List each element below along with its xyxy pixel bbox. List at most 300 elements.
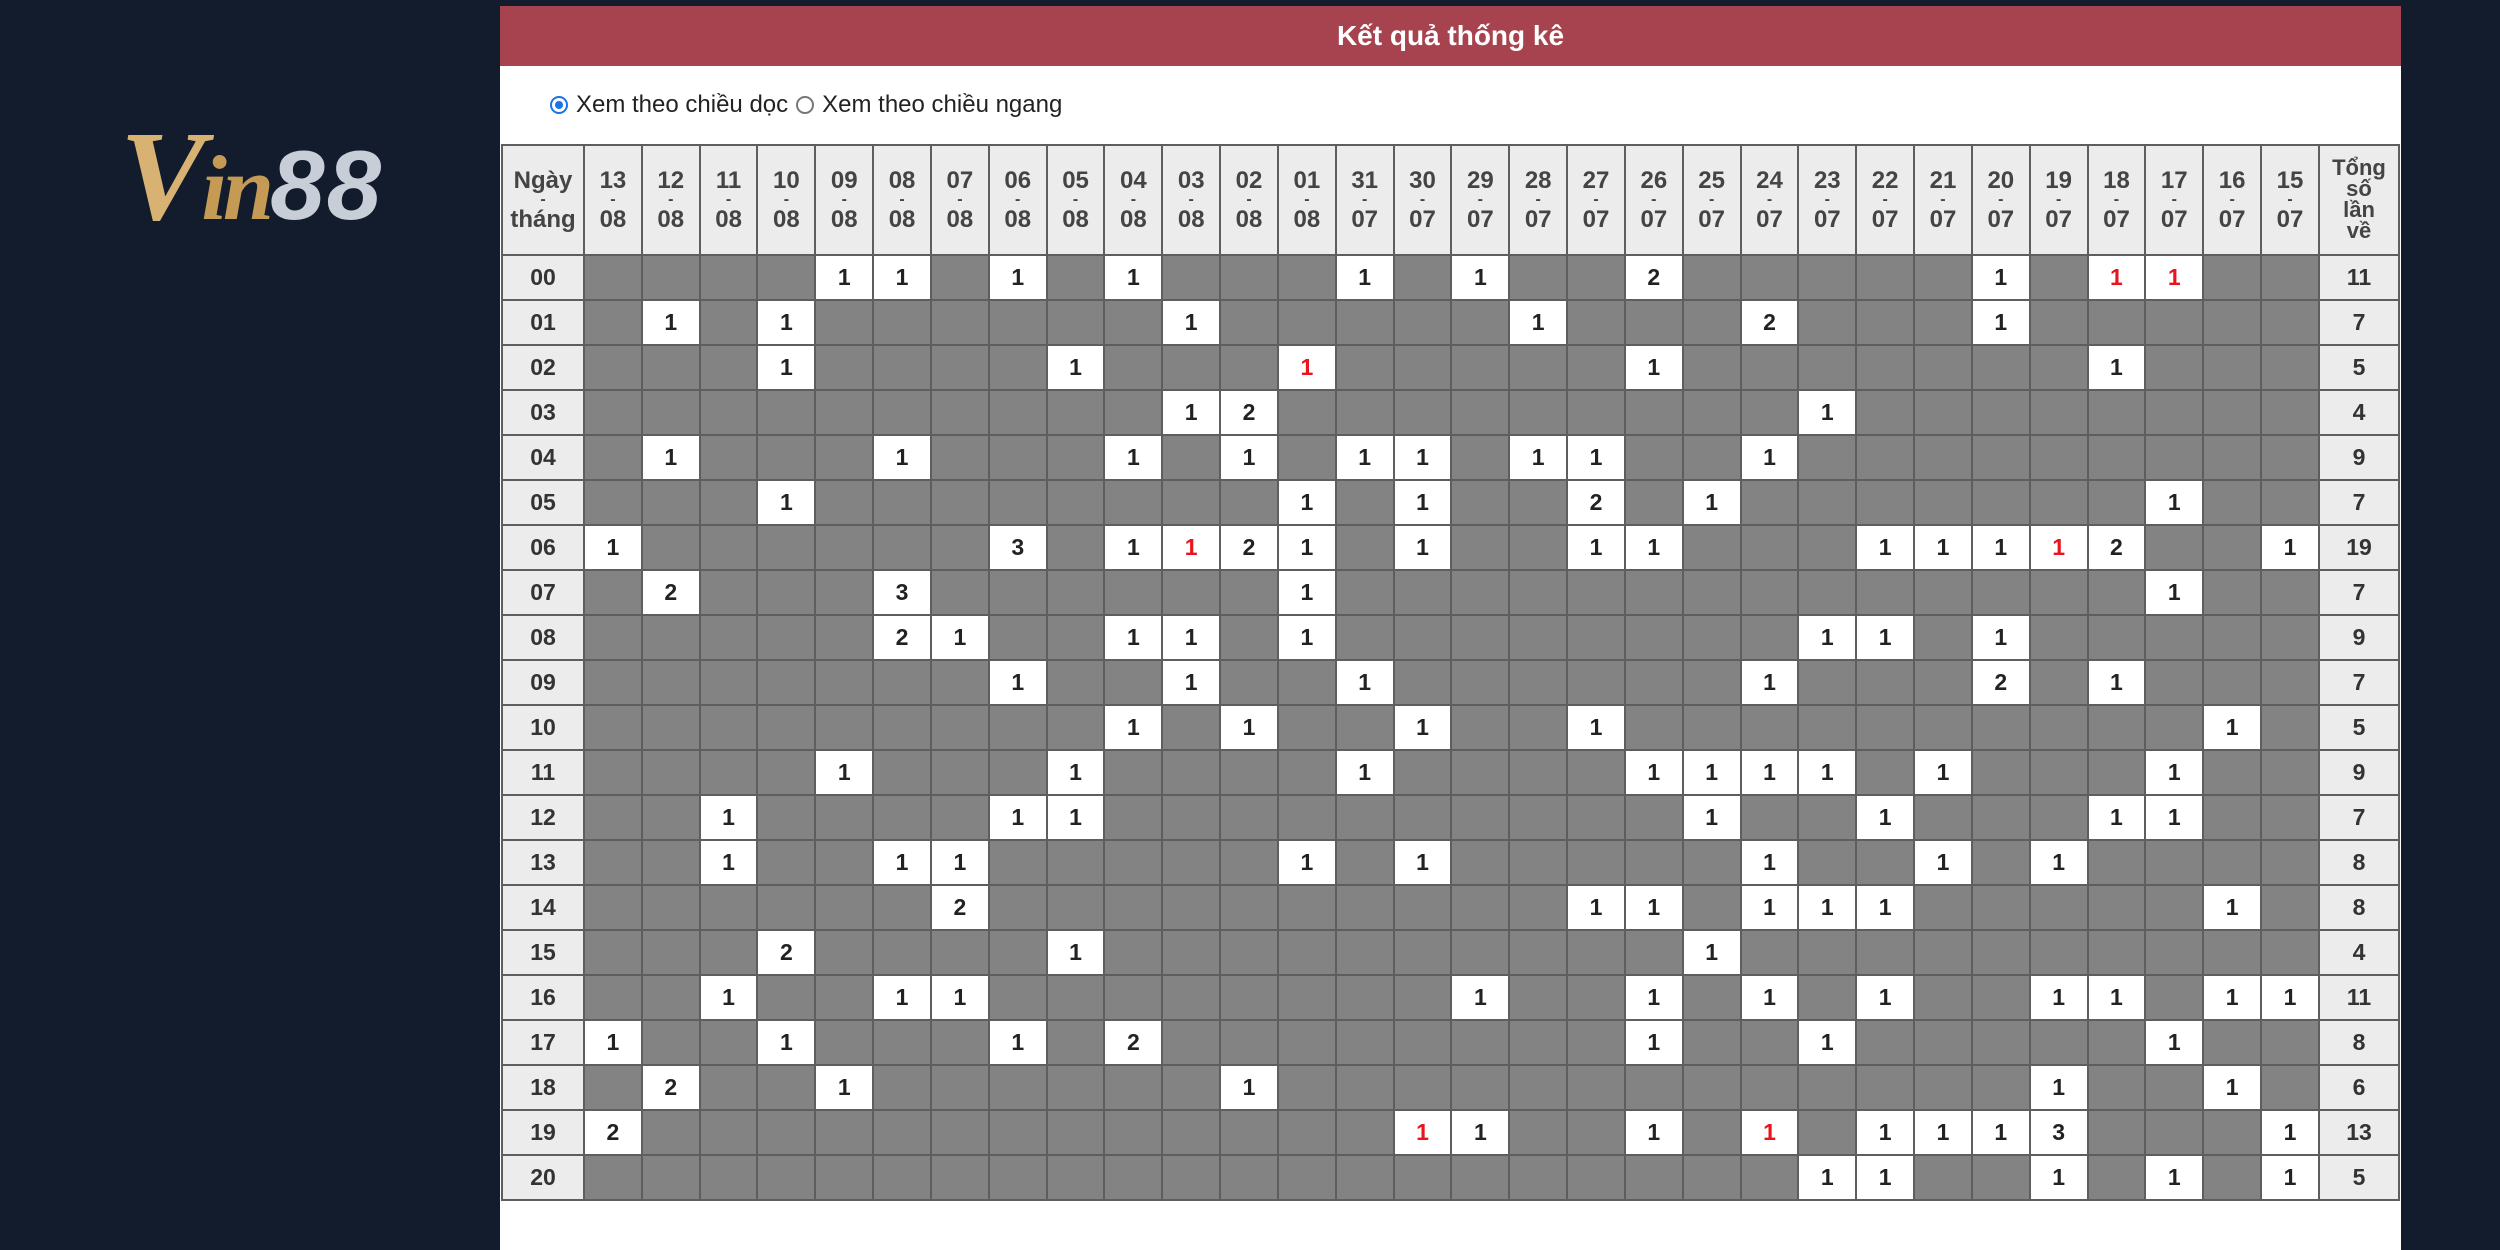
view-mode-bar xyxy=(500,66,2401,144)
hit-count-cell: 2 xyxy=(584,1110,642,1155)
empty-cell xyxy=(700,615,758,660)
empty-cell xyxy=(1278,750,1336,795)
empty-cell xyxy=(931,480,989,525)
empty-cell xyxy=(1278,390,1336,435)
empty-cell xyxy=(1625,480,1683,525)
empty-cell xyxy=(1394,930,1452,975)
date-header xyxy=(1972,145,2030,255)
row-total-cell: 9 xyxy=(2319,435,2399,480)
hit-count-cell: 1 xyxy=(1856,615,1914,660)
row-total-cell: 9 xyxy=(2319,750,2399,795)
hit-count-cell: 1 xyxy=(2030,525,2088,570)
empty-cell xyxy=(1162,1065,1220,1110)
hit-count-cell: 1 xyxy=(2261,1155,2319,1200)
row-total-cell: 6 xyxy=(2319,1065,2399,1110)
hit-count-cell: 1 xyxy=(642,300,700,345)
empty-cell xyxy=(1625,840,1683,885)
empty-cell xyxy=(1856,840,1914,885)
total-header xyxy=(2319,145,2399,255)
empty-cell xyxy=(815,570,873,615)
empty-cell xyxy=(1625,1155,1683,1200)
empty-cell xyxy=(1104,840,1162,885)
date-day: 19 xyxy=(2045,166,2072,194)
empty-cell xyxy=(757,750,815,795)
date-day: 28 xyxy=(1524,166,1552,194)
empty-cell xyxy=(1047,660,1105,705)
empty-cell xyxy=(757,705,815,750)
empty-cell xyxy=(2203,480,2261,525)
empty-cell xyxy=(2203,435,2261,480)
hit-count-cell: 1 xyxy=(1394,480,1452,525)
empty-cell xyxy=(1104,885,1162,930)
empty-cell xyxy=(2145,390,2203,435)
date-header xyxy=(1856,145,1914,255)
empty-cell xyxy=(1451,525,1509,570)
date-day: 13 xyxy=(599,166,627,194)
date-day: 18 xyxy=(2103,166,2130,194)
empty-cell xyxy=(2088,435,2146,480)
date-month: 07 xyxy=(1698,206,1725,233)
empty-cell xyxy=(1104,570,1162,615)
empty-cell xyxy=(584,480,642,525)
empty-cell xyxy=(584,255,642,300)
hit-count-cell: 1 xyxy=(989,660,1047,705)
empty-cell xyxy=(989,1110,1047,1155)
hit-count-cell: 1 xyxy=(1047,750,1105,795)
date-day: 10 xyxy=(773,166,800,194)
empty-cell xyxy=(1972,1065,2030,1110)
empty-cell xyxy=(584,795,642,840)
empty-cell xyxy=(2145,660,2203,705)
date-dash: - xyxy=(1246,191,1252,208)
row-number-label: 01 xyxy=(502,300,584,345)
date-month: 08 xyxy=(1293,206,1321,233)
empty-cell xyxy=(1220,795,1278,840)
date-dash: - xyxy=(2171,191,2177,208)
empty-cell xyxy=(2030,390,2088,435)
empty-cell xyxy=(2261,300,2319,345)
date-header xyxy=(1509,145,1567,255)
total-header-word: về xyxy=(2346,217,2372,243)
empty-cell xyxy=(1914,975,1972,1020)
empty-cell xyxy=(1972,345,2030,390)
date-dash: - xyxy=(1130,191,1137,208)
empty-cell xyxy=(2030,615,2088,660)
empty-cell xyxy=(815,1155,873,1200)
row-total-cell: 11 xyxy=(2319,975,2399,1020)
empty-cell xyxy=(1220,660,1278,705)
date-header xyxy=(1914,145,1972,255)
empty-cell xyxy=(1683,435,1741,480)
empty-cell xyxy=(1509,255,1567,300)
date-dash: - xyxy=(1304,191,1310,208)
empty-cell xyxy=(1451,480,1509,525)
row-number-label: 09 xyxy=(502,660,584,705)
view-vertical-option[interactable] xyxy=(550,91,788,119)
empty-cell xyxy=(2088,750,2146,795)
empty-cell xyxy=(1451,615,1509,660)
hit-count-cell: 2 xyxy=(1625,255,1683,300)
empty-cell xyxy=(2088,885,2146,930)
hit-count-cell: 1 xyxy=(1394,840,1452,885)
row-total-cell: 7 xyxy=(2319,660,2399,705)
empty-cell xyxy=(2145,300,2203,345)
empty-cell xyxy=(1625,570,1683,615)
empty-cell xyxy=(700,660,758,705)
empty-cell xyxy=(1567,930,1625,975)
empty-cell xyxy=(1972,705,2030,750)
empty-cell xyxy=(1914,885,1972,930)
hit-count-cell: 3 xyxy=(989,525,1047,570)
empty-cell xyxy=(1798,975,1856,1020)
date-header xyxy=(1336,145,1394,255)
empty-cell xyxy=(642,885,700,930)
hit-count-cell: 1 xyxy=(1104,255,1162,300)
hit-count-cell: 1 xyxy=(757,300,815,345)
empty-cell xyxy=(1683,570,1741,615)
date-month: 07 xyxy=(1929,206,1957,233)
empty-cell xyxy=(1278,255,1336,300)
empty-cell xyxy=(1625,615,1683,660)
empty-cell xyxy=(1104,1110,1162,1155)
empty-cell xyxy=(873,1065,931,1110)
view-vertical-radio[interactable] xyxy=(550,96,568,114)
hit-count-cell: 1 xyxy=(2145,1020,2203,1065)
empty-cell xyxy=(642,390,700,435)
hit-count-cell: 1 xyxy=(1509,435,1567,480)
row-total-cell: 19 xyxy=(2319,525,2399,570)
empty-cell xyxy=(873,660,931,705)
corner-top: Ngày xyxy=(513,166,573,194)
empty-cell xyxy=(700,300,758,345)
empty-cell xyxy=(1451,570,1509,615)
empty-cell xyxy=(1741,525,1799,570)
date-day: 26 xyxy=(1640,166,1668,194)
empty-cell xyxy=(989,435,1047,480)
empty-cell xyxy=(1104,750,1162,795)
date-day: 22 xyxy=(1871,166,1899,194)
empty-cell xyxy=(1220,255,1278,300)
empty-cell xyxy=(642,795,700,840)
hit-count-cell: 1 xyxy=(2145,795,2203,840)
date-dash: - xyxy=(957,191,963,208)
empty-cell xyxy=(1798,435,1856,480)
hit-count-cell: 1 xyxy=(1683,795,1741,840)
hit-count-cell: 1 xyxy=(1162,390,1220,435)
empty-cell xyxy=(1972,1155,2030,1200)
empty-cell xyxy=(1278,1065,1336,1110)
empty-cell xyxy=(1509,1110,1567,1155)
empty-cell xyxy=(1856,435,1914,480)
hit-count-cell: 1 xyxy=(1741,840,1799,885)
hit-count-cell: 1 xyxy=(2203,885,2261,930)
empty-cell xyxy=(2261,885,2319,930)
empty-cell xyxy=(2088,615,2146,660)
empty-cell xyxy=(1741,390,1799,435)
empty-cell xyxy=(1567,615,1625,660)
empty-cell xyxy=(2030,705,2088,750)
empty-cell xyxy=(1394,1155,1452,1200)
hit-count-cell: 1 xyxy=(1278,345,1336,390)
hit-count-cell: 1 xyxy=(2145,750,2203,795)
empty-cell xyxy=(1451,390,1509,435)
date-day: 05 xyxy=(1062,166,1089,194)
corner-dash: - xyxy=(540,191,546,208)
row-number-label: 07 xyxy=(502,570,584,615)
empty-cell xyxy=(2088,300,2146,345)
empty-cell xyxy=(2261,660,2319,705)
date-month: 07 xyxy=(2218,206,2246,233)
empty-cell xyxy=(1972,885,2030,930)
empty-cell xyxy=(1162,750,1220,795)
empty-cell xyxy=(1567,345,1625,390)
empty-cell xyxy=(584,435,642,480)
date-dash: - xyxy=(668,191,674,208)
empty-cell xyxy=(642,660,700,705)
empty-cell xyxy=(1683,255,1741,300)
hit-count-cell: 1 xyxy=(1162,300,1220,345)
empty-cell xyxy=(642,1110,700,1155)
logo-letters-in: in xyxy=(201,137,271,239)
table-row xyxy=(502,1020,2399,1065)
hit-count-cell: 1 xyxy=(1220,1065,1278,1110)
hit-count-cell: 1 xyxy=(2145,1155,2203,1200)
total-header-word: số xyxy=(2346,176,2372,202)
date-day: 08 xyxy=(888,166,916,194)
empty-cell xyxy=(757,435,815,480)
empty-cell xyxy=(989,570,1047,615)
empty-cell xyxy=(1914,930,1972,975)
date-month: 07 xyxy=(2276,206,2304,233)
empty-cell xyxy=(1856,1065,1914,1110)
date-header xyxy=(1278,145,1336,255)
hit-count-cell: 1 xyxy=(1162,615,1220,660)
empty-cell xyxy=(989,1155,1047,1200)
empty-cell xyxy=(1683,660,1741,705)
row-number-label: 06 xyxy=(502,525,584,570)
table-row xyxy=(502,570,2399,615)
hit-count-cell: 1 xyxy=(1394,435,1452,480)
empty-cell xyxy=(873,930,931,975)
empty-cell xyxy=(1336,480,1394,525)
empty-cell xyxy=(1336,840,1394,885)
hit-count-cell: 1 xyxy=(1972,300,2030,345)
empty-cell xyxy=(1394,615,1452,660)
date-day: 06 xyxy=(1004,166,1032,194)
empty-cell xyxy=(1220,570,1278,615)
row-total-cell: 7 xyxy=(2319,570,2399,615)
date-dash: - xyxy=(1940,191,1946,208)
empty-cell xyxy=(1451,345,1509,390)
hit-count-cell: 1 xyxy=(2203,705,2261,750)
date-dash: - xyxy=(725,191,732,208)
hit-count-cell: 1 xyxy=(2261,525,2319,570)
date-day: 07 xyxy=(946,166,974,194)
empty-cell xyxy=(1567,570,1625,615)
hit-count-cell: 1 xyxy=(1972,1110,2030,1155)
date-month: 07 xyxy=(1466,206,1494,233)
hit-count-cell: 1 xyxy=(931,615,989,660)
empty-cell xyxy=(931,1020,989,1065)
date-header xyxy=(757,145,815,255)
empty-cell xyxy=(2203,795,2261,840)
empty-cell xyxy=(873,480,931,525)
empty-cell xyxy=(584,300,642,345)
hit-count-cell: 1 xyxy=(1856,975,1914,1020)
hit-count-cell: 1 xyxy=(1451,975,1509,1020)
empty-cell xyxy=(1509,750,1567,795)
empty-cell xyxy=(1047,1155,1105,1200)
empty-cell xyxy=(815,435,873,480)
empty-cell xyxy=(584,345,642,390)
date-month: 07 xyxy=(2045,206,2072,233)
hit-count-cell: 2 xyxy=(1220,390,1278,435)
hit-count-cell: 1 xyxy=(1914,525,1972,570)
hit-count-cell: 1 xyxy=(2261,975,2319,1020)
hit-count-cell: 1 xyxy=(757,345,815,390)
empty-cell xyxy=(1047,840,1105,885)
view-horizontal-option[interactable] xyxy=(796,91,1062,119)
table-row xyxy=(502,300,2399,345)
row-number-label: 00 xyxy=(502,255,584,300)
empty-cell xyxy=(1336,885,1394,930)
row-total-cell: 11 xyxy=(2319,255,2399,300)
empty-cell xyxy=(1798,570,1856,615)
view-horizontal-radio[interactable] xyxy=(796,96,814,114)
empty-cell xyxy=(1509,570,1567,615)
hit-count-cell: 1 xyxy=(1451,1110,1509,1155)
empty-cell xyxy=(1104,390,1162,435)
empty-cell xyxy=(2203,345,2261,390)
hit-count-cell: 1 xyxy=(815,750,873,795)
empty-cell xyxy=(815,345,873,390)
empty-cell xyxy=(1683,1155,1741,1200)
empty-cell xyxy=(584,660,642,705)
empty-cell xyxy=(1451,885,1509,930)
hit-count-cell: 1 xyxy=(873,435,931,480)
empty-cell xyxy=(757,795,815,840)
empty-cell xyxy=(642,345,700,390)
empty-cell xyxy=(2203,1110,2261,1155)
empty-cell xyxy=(1336,930,1394,975)
row-number-label: 02 xyxy=(502,345,584,390)
empty-cell xyxy=(1914,435,1972,480)
empty-cell xyxy=(1394,975,1452,1020)
empty-cell xyxy=(1451,930,1509,975)
hit-count-cell: 1 xyxy=(1451,255,1509,300)
date-month: 08 xyxy=(946,206,974,233)
empty-cell xyxy=(873,390,931,435)
hit-count-cell: 1 xyxy=(1162,525,1220,570)
empty-cell xyxy=(2145,435,2203,480)
row-total-cell: 4 xyxy=(2319,930,2399,975)
date-dash: - xyxy=(2229,191,2235,208)
hit-count-cell: 1 xyxy=(1047,345,1105,390)
empty-cell xyxy=(757,255,815,300)
empty-cell xyxy=(1741,615,1799,660)
hit-count-cell: 1 xyxy=(2088,795,2146,840)
empty-cell xyxy=(2203,930,2261,975)
total-header-word: Tổng xyxy=(2332,155,2386,181)
empty-cell xyxy=(931,390,989,435)
empty-cell xyxy=(1798,1110,1856,1155)
empty-cell xyxy=(2030,570,2088,615)
row-number-label: 15 xyxy=(502,930,584,975)
empty-cell xyxy=(1625,1065,1683,1110)
empty-cell xyxy=(1856,255,1914,300)
hit-count-cell: 1 xyxy=(1856,525,1914,570)
empty-cell xyxy=(1047,435,1105,480)
empty-cell xyxy=(1509,840,1567,885)
date-dash: - xyxy=(841,191,847,208)
empty-cell xyxy=(989,930,1047,975)
hit-count-cell: 1 xyxy=(1567,525,1625,570)
empty-cell xyxy=(1220,885,1278,930)
hit-count-cell: 1 xyxy=(1914,750,1972,795)
date-month: 07 xyxy=(1813,206,1841,233)
date-header xyxy=(2261,145,2319,255)
date-month: 07 xyxy=(1756,206,1783,233)
row-total-cell: 13 xyxy=(2319,1110,2399,1155)
table-row xyxy=(502,840,2399,885)
hit-count-cell: 1 xyxy=(1914,840,1972,885)
hit-count-cell: 1 xyxy=(1625,1110,1683,1155)
empty-cell xyxy=(1625,300,1683,345)
empty-cell xyxy=(2203,525,2261,570)
empty-cell xyxy=(1509,615,1567,660)
hit-count-cell: 2 xyxy=(1104,1020,1162,1065)
empty-cell xyxy=(1567,795,1625,840)
date-day: 01 xyxy=(1293,166,1321,194)
empty-cell xyxy=(931,1155,989,1200)
row-total-cell: 7 xyxy=(2319,480,2399,525)
hit-count-cell: 2 xyxy=(1741,300,1799,345)
empty-cell xyxy=(757,525,815,570)
row-number-label: 05 xyxy=(502,480,584,525)
empty-cell xyxy=(815,930,873,975)
empty-cell xyxy=(1278,1155,1336,1200)
hit-count-cell: 1 xyxy=(1856,795,1914,840)
empty-cell xyxy=(584,930,642,975)
date-header xyxy=(931,145,989,255)
hit-count-cell: 1 xyxy=(1220,435,1278,480)
empty-cell xyxy=(1047,570,1105,615)
empty-cell xyxy=(757,1155,815,1200)
empty-cell xyxy=(1394,795,1452,840)
empty-cell xyxy=(815,975,873,1020)
empty-cell xyxy=(1220,975,1278,1020)
empty-cell xyxy=(1336,345,1394,390)
hit-count-cell: 1 xyxy=(584,525,642,570)
empty-cell xyxy=(1162,885,1220,930)
empty-cell xyxy=(1336,1110,1394,1155)
date-header xyxy=(584,145,642,255)
view-vertical-label: Xem theo chiều dọc xyxy=(576,91,789,118)
hit-count-cell: 1 xyxy=(1278,570,1336,615)
row-number-label: 19 xyxy=(502,1110,584,1155)
empty-cell xyxy=(1972,570,2030,615)
empty-cell xyxy=(1220,345,1278,390)
hit-count-cell: 3 xyxy=(873,570,931,615)
empty-cell xyxy=(700,345,758,390)
hit-count-cell: 1 xyxy=(642,435,700,480)
hit-count-cell: 1 xyxy=(1567,705,1625,750)
empty-cell xyxy=(1162,705,1220,750)
date-dash: - xyxy=(1708,191,1715,208)
hit-count-cell: 1 xyxy=(1798,615,1856,660)
empty-cell xyxy=(1104,660,1162,705)
hit-count-cell: 2 xyxy=(642,570,700,615)
